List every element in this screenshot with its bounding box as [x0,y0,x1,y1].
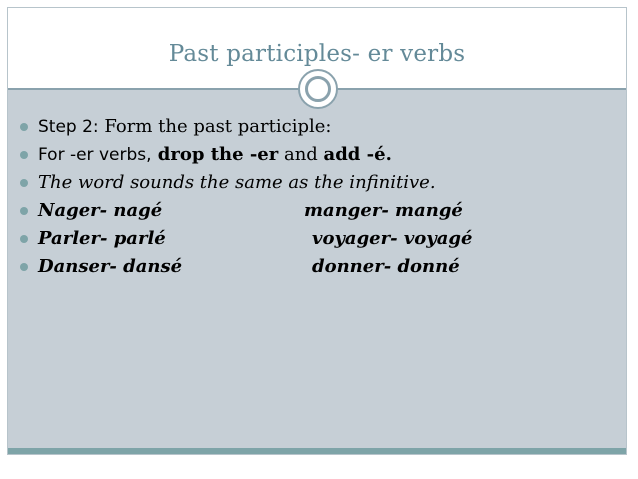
rule-and: and [278,144,324,165]
bullet-text [38,141,392,169]
bullet-dot-icon [20,235,28,243]
bullet-text: The word sounds the same as the infinitive. [38,172,436,193]
footer-bar [8,448,626,454]
bullet-dot-icon [20,263,28,271]
example-right: donner- donné [312,256,460,277]
bullet-example-2 [20,225,620,253]
example-left: Parler- parlé [38,228,166,249]
bullet-example-1 [20,197,620,225]
rule-prefix: For -er verbs, [38,145,152,165]
bullet-dot-icon [20,179,28,187]
bullet-sounds-same [20,169,620,197]
circle-ring-inner-icon [305,76,331,102]
example-right: voyager- voyagé [312,228,473,249]
bullet-dot-icon [20,151,28,159]
example-right: manger- mangé [304,200,463,221]
bullet-example-3 [20,253,620,281]
bullet-text [38,113,331,141]
bullet-dot-icon [20,123,28,131]
bullet-list [20,113,620,281]
bullet-step-2 [20,113,620,141]
rule-add: add -é. [323,144,392,165]
example-left: Danser- dansé [38,256,183,277]
bullet-er-rule [20,141,620,169]
bullet-dot-icon [20,207,28,215]
slide-title: Past participles- er verbs [168,41,466,67]
rule-drop: drop the -er [151,144,279,165]
step-label: Step 2: [38,117,99,137]
example-left: Nager- nagé [38,200,163,221]
step-description: Form the past participle: [98,116,332,137]
